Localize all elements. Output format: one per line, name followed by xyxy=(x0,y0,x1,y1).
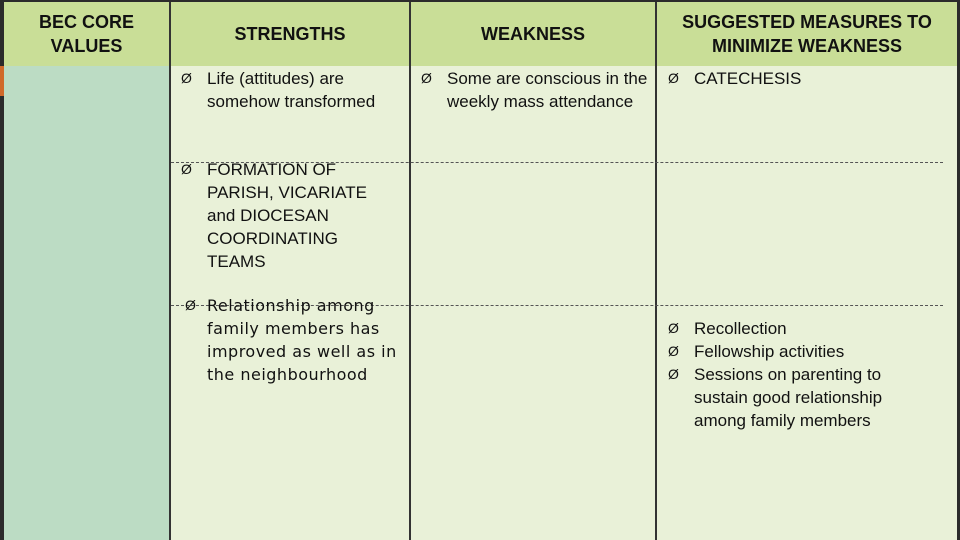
measure-item: Sessions on parenting to sustain good relationship among family members xyxy=(694,365,883,430)
core-values-column xyxy=(4,66,171,540)
header-strengths xyxy=(171,2,411,66)
arrow-bullet-icon: Ø xyxy=(421,70,432,86)
arrow-bullet-icon: Ø xyxy=(181,70,192,86)
measure-item: Fellowship activities xyxy=(694,342,845,361)
strength-item: Relationship among family members has improved as well as in the neighbourhood xyxy=(207,296,397,384)
strength-item: Life (attitudes) are somehow transformed xyxy=(207,69,376,111)
arrow-bullet-icon: Ø xyxy=(181,161,192,177)
header-weakness-label: WEAKNESS xyxy=(480,24,585,44)
header-core-values xyxy=(4,2,171,66)
measure-item: CATECHESIS xyxy=(694,69,802,88)
arrow-bullet-icon: Ø xyxy=(668,320,679,336)
weakness-item: Some are conscious in the weekly mass attendance xyxy=(447,69,648,111)
header-suggested-measures xyxy=(657,2,957,66)
header-core-values-label: BEC CORE VALUES xyxy=(38,12,134,56)
header-strengths-label: STRENGTHS xyxy=(234,24,346,44)
arrow-bullet-icon: Ø xyxy=(668,70,679,86)
arrow-bullet-icon: Ø xyxy=(668,343,679,359)
header-suggested-measures-label: SUGGESTED MEASURES TO MINIMIZE WEAKNESS xyxy=(682,12,932,56)
weakness-column xyxy=(411,66,657,540)
measure-item: Recollection xyxy=(694,319,787,338)
measures-column xyxy=(657,66,957,540)
strength-item: FORMATION OF PARISH, VICARIATE and DIOCESAN COORDINATING TEAMS xyxy=(207,160,367,271)
header-weakness xyxy=(411,2,657,66)
arrow-bullet-icon: Ø xyxy=(668,366,679,382)
arrow-bullet-icon: Ø xyxy=(185,297,196,313)
